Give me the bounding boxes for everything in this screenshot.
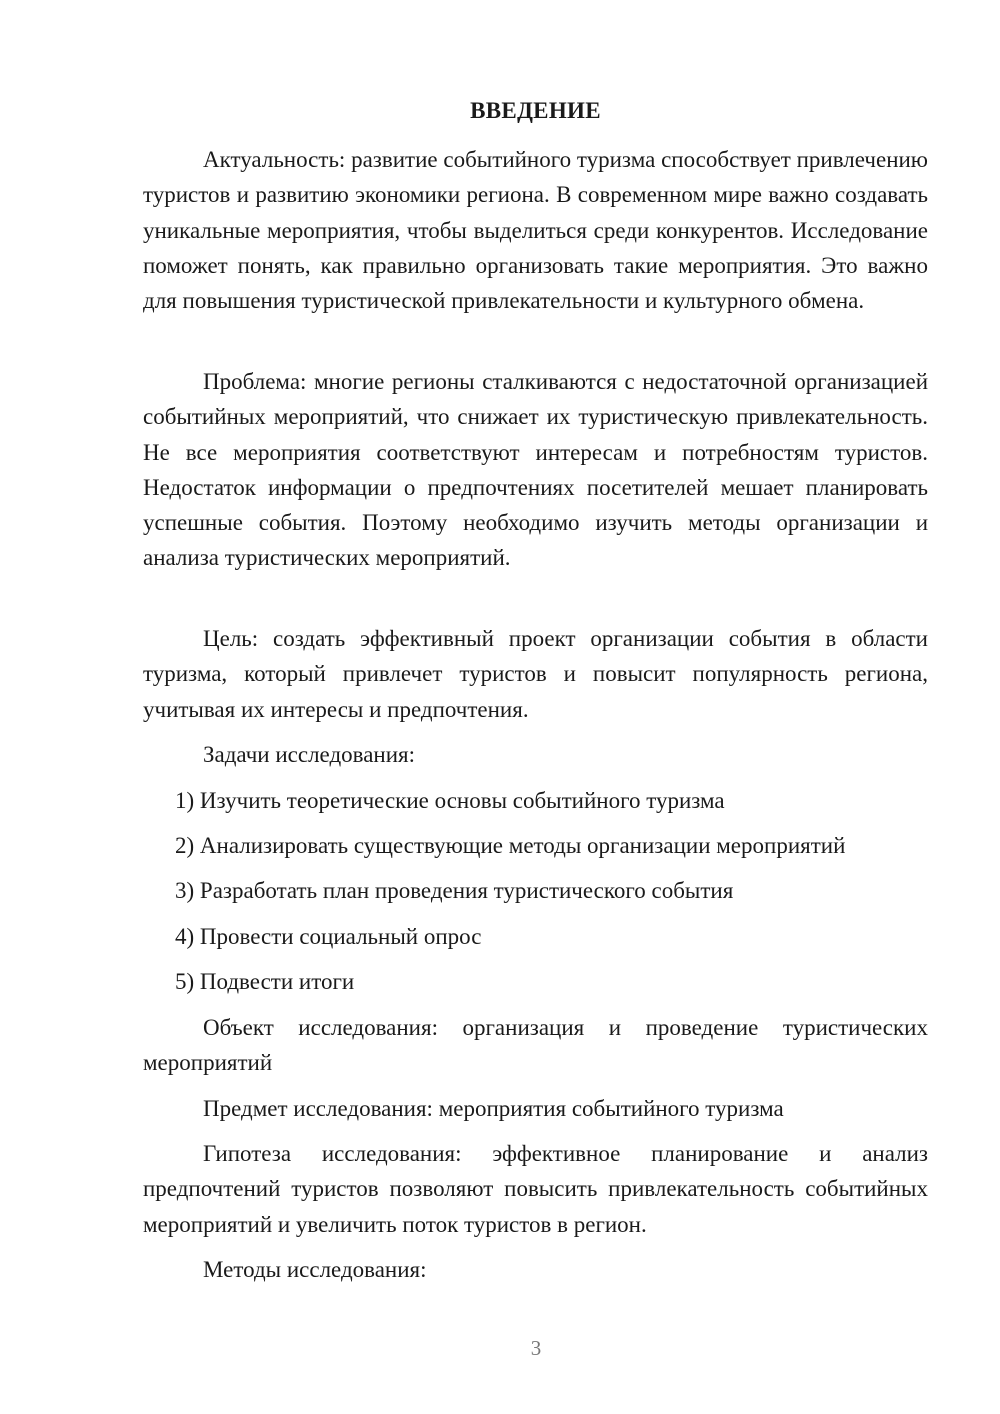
section-title: ВВЕДЕНИЕ [470, 98, 601, 123]
task-item-5: 5) Подвести итоги [175, 969, 355, 994]
task-item-4: 4) Провести социальный опрос [175, 924, 482, 949]
task-item-2: 2) Анализировать существующие методы организации мероприятий [175, 833, 846, 858]
goal-paragraph: Цель: создать эффективный проект организации события в области туризма, который привлечет туристов и повысит популярность региона, учитывая их интересы и предпочтения. [143, 626, 928, 722]
task-item-1: 1) Изучить теоретические основы событийного туризма [175, 788, 725, 813]
subject-paragraph: Предмет исследования: мероприятия событийного туризма [203, 1096, 784, 1121]
problem-paragraph: Проблема: многие регионы сталкиваются с недостаточной организацией событийных мероприятий, что снижает их туристическую привлекательность. Не все мероприятия соответствуют интересам и потребностям туристов. Недостаток информации о предпочтениях посетителей мешает планировать успешные события. Поэтому необходимо изучить методы организации и анализа туристических мероприятий. [143, 369, 928, 571]
methods-heading: Методы исследования: [203, 1257, 427, 1282]
task-item-3: 3) Разработать план проведения туристического события [175, 878, 734, 903]
object-paragraph: Объект исследования: организация и проведение туристических мероприятий [143, 1015, 928, 1076]
tasks-heading: Задачи исследования: [203, 742, 416, 767]
relevance-paragraph: Актуальность: развитие событийного туризма способствует привлечению туристов и развитию экономики региона. В современном мире важно создавать уникальные мероприятия, чтобы выделиться среди конкурентов. Исследование поможет понять, как правильно организовать такие мероприятия. Это важно для повышения туристической привлекательности и культурного обмена. [143, 147, 928, 314]
page-number: 3 [530, 1336, 542, 1360]
hypothesis-paragraph: Гипотеза исследования: эффективное планирование и анализ предпочтений туристов позволяют повысить привлекательность событийных мероприятий и увеличить поток туристов в регион. [143, 1141, 928, 1237]
